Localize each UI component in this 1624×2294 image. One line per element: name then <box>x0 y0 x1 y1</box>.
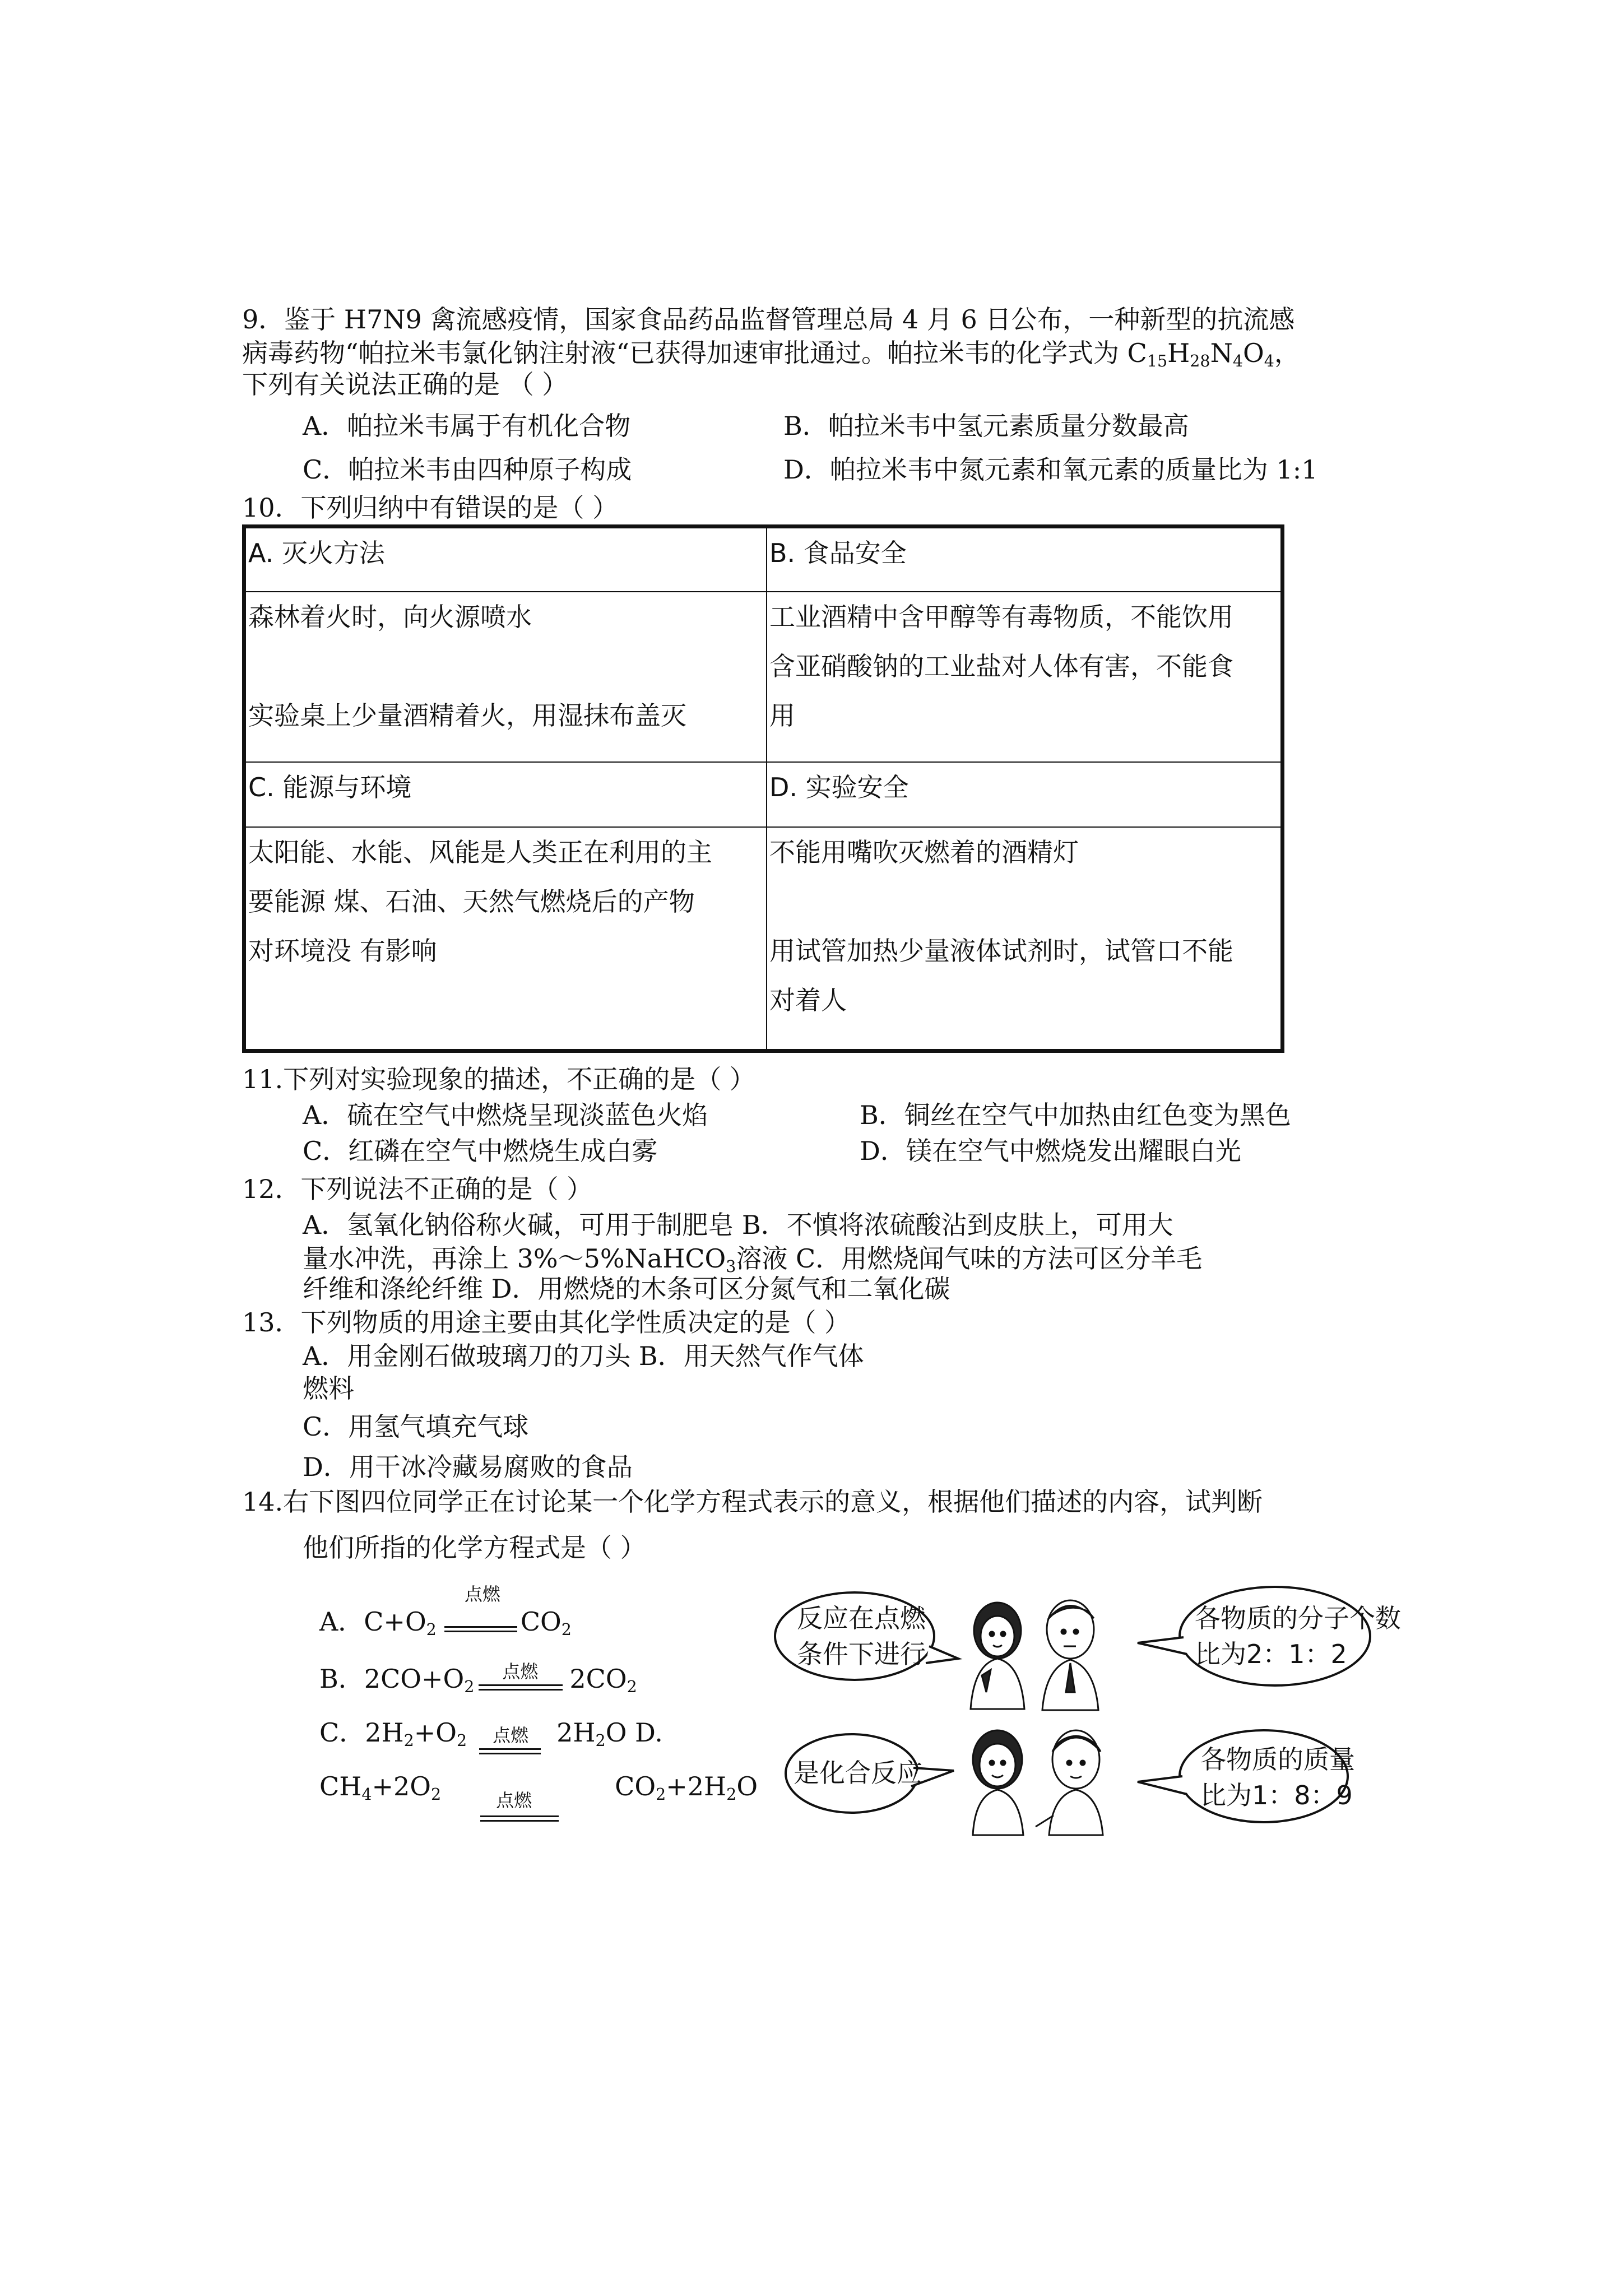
q10-cell-c-head: C. 能源与环境 <box>244 762 767 827</box>
q14-d-equals <box>480 1815 559 1822</box>
q10-cell-d-head: D. 实验安全 <box>767 762 1283 827</box>
q12-line1: A．氢氧化钠俗称火碱，可用于制肥皂 B．不慎将浓硫酸沾到皮肤上，可用大 <box>303 1210 1173 1240</box>
q14-d-condition: 点燃 <box>496 1790 532 1811</box>
q9-option-a: A．帕拉米韦属于有机化合物 <box>303 411 631 441</box>
bubble-molecule-ratio-line2: 比为2：1：2 <box>1195 1639 1347 1669</box>
q14-option-d: $CH_4+2O_2$ 点燃 $CO_2+2H_2O$ <box>319 1770 758 1803</box>
bubble-condition-line1: 反应在点燃 <box>797 1603 926 1633</box>
q14-stem-line1: 14.右下图四位同学正在讨论某一个化学方程式表示的意义，根据他们描述的内容，试判断 <box>242 1487 1263 1517</box>
q13-line3: C．用氢气填充气球 <box>303 1411 529 1442</box>
q9-stem-line1: 9．鉴于 H7N9 禽流感疫情，国家食品药品监督管理总局 4 月 6 日公布，一种新型的抗流感 <box>242 304 1295 335</box>
q9-option-d: D．帕拉米韦中氮元素和氧元素的质量比为 1:1 <box>783 454 1318 485</box>
student-figure <box>971 1603 1024 1709</box>
q14-c-condition: 点燃 <box>493 1725 529 1746</box>
q9-stem-line2: 病毒药物“帕拉米韦氯化钠注射液“已获得加速审批通过。帕拉米韦的化学式为 $C_{15}H_{28}N_4O_4$， <box>242 338 1300 370</box>
q13-line2: 燃料 <box>303 1373 354 1404</box>
q10-cell-a-head: A. 灭火方法 <box>244 527 767 592</box>
q11-option-a: A．硫在空气中燃烧呈现淡蓝色火焰 <box>303 1100 708 1130</box>
q10-stem: 10．下列归纳中有错误的是（ ） <box>242 493 619 523</box>
student-figure <box>1036 1730 1103 1835</box>
q10-cell-b-head: B. 食品安全 <box>767 527 1283 592</box>
q10-table <box>242 524 1284 1053</box>
q10-cell-b-body: 工业酒精中含甲醇等有毒物质，不能饮用 含亚硝酸钠的工业盐对人体有害，不能食 用 <box>767 592 1283 762</box>
q10-cell-c-body: 太阳能、水能、风能是人类正在利用的主 要能源 煤、石油、天然气燃烧后的产物 对环境没 有影响 <box>244 827 767 1051</box>
bubble-mass-ratio-line1: 各物质的质量 <box>1200 1744 1355 1775</box>
q13-line1: A．用金刚石做玻璃刀的刀头 B．用天然气作气体 <box>303 1341 864 1371</box>
q10-cell-a-body: 森林着火时，向火源喷水 实验桌上少量酒精着火，用湿抹布盖灭 <box>244 592 767 762</box>
q12-stem: 12．下列说法不正确的是（ ） <box>242 1174 593 1204</box>
bubble-molecule-ratio-line1: 各物质的分子个数 <box>1195 1603 1401 1633</box>
q12-line3: 纤维和涤纶纤维 D．用燃烧的木条可区分氮气和二氧化碳 <box>303 1274 950 1304</box>
q14-option-c: C．$2H_2+O_2$ 点燃 $2H_2O$ D. <box>319 1716 663 1749</box>
q14-option-a: A．$C+O_2$ 点燃 $CO_2$ <box>319 1583 572 1639</box>
bubble-condition-line2: 条件下进行 <box>797 1639 926 1669</box>
q9-stem-line3: 下列有关说法正确的是 （ ） <box>242 369 568 400</box>
q9-option-b: B．帕拉米韦中氢元素质量分数最高 <box>783 411 1189 441</box>
q12-line2: 量水冲洗，再涂上 3%～5%NaHCO$_3$溶液 C．用燃烧闻气味的方法可区分羊毛 <box>303 1243 1203 1276</box>
q13-stem: 13．下列物质的用途主要由其化学性质决定的是（ ） <box>242 1307 851 1338</box>
q14-c-equals <box>479 1748 541 1754</box>
q11-option-b: B．铜丝在空气中加热由红色变为黑色 <box>860 1100 1291 1130</box>
q14-b-condition: 点燃 <box>502 1661 539 1682</box>
q14-a-equals <box>444 1626 517 1632</box>
q11-stem: 11.下列对实验现象的描述，不正确的是（ ） <box>242 1064 755 1094</box>
q14-a-condition: 点燃 <box>464 1583 500 1605</box>
q14-option-b: B．$2CO+O_2$ 点燃 $2CO_2$ <box>319 1661 637 1696</box>
student-figure <box>1042 1600 1098 1710</box>
q13-line4: D．用干冰冷藏易腐败的食品 <box>303 1452 633 1482</box>
q11-option-d: D．镁在空气中燃烧发出耀眼白光 <box>860 1136 1241 1166</box>
q10-cell-d-body: 不能用嘴吹灭燃着的酒精灯 用试管加热少量液体试剂时，试管口不能 对着人 <box>767 827 1283 1051</box>
q9-option-c: C．帕拉米韦由四种原子构成 <box>303 454 632 485</box>
q14-stem-line2: 他们所指的化学方程式是（ ） <box>303 1533 646 1563</box>
q11-option-c: C．红磷在空气中燃烧生成白雾 <box>303 1136 658 1166</box>
q14-b-equals <box>479 1684 563 1691</box>
q14-illustration <box>773 1580 1401 1838</box>
bubble-mass-ratio-line2: 比为1：8：9 <box>1200 1780 1353 1810</box>
student-figure <box>973 1730 1023 1835</box>
bubble-combination-reaction: 是化合反应 <box>794 1758 922 1788</box>
